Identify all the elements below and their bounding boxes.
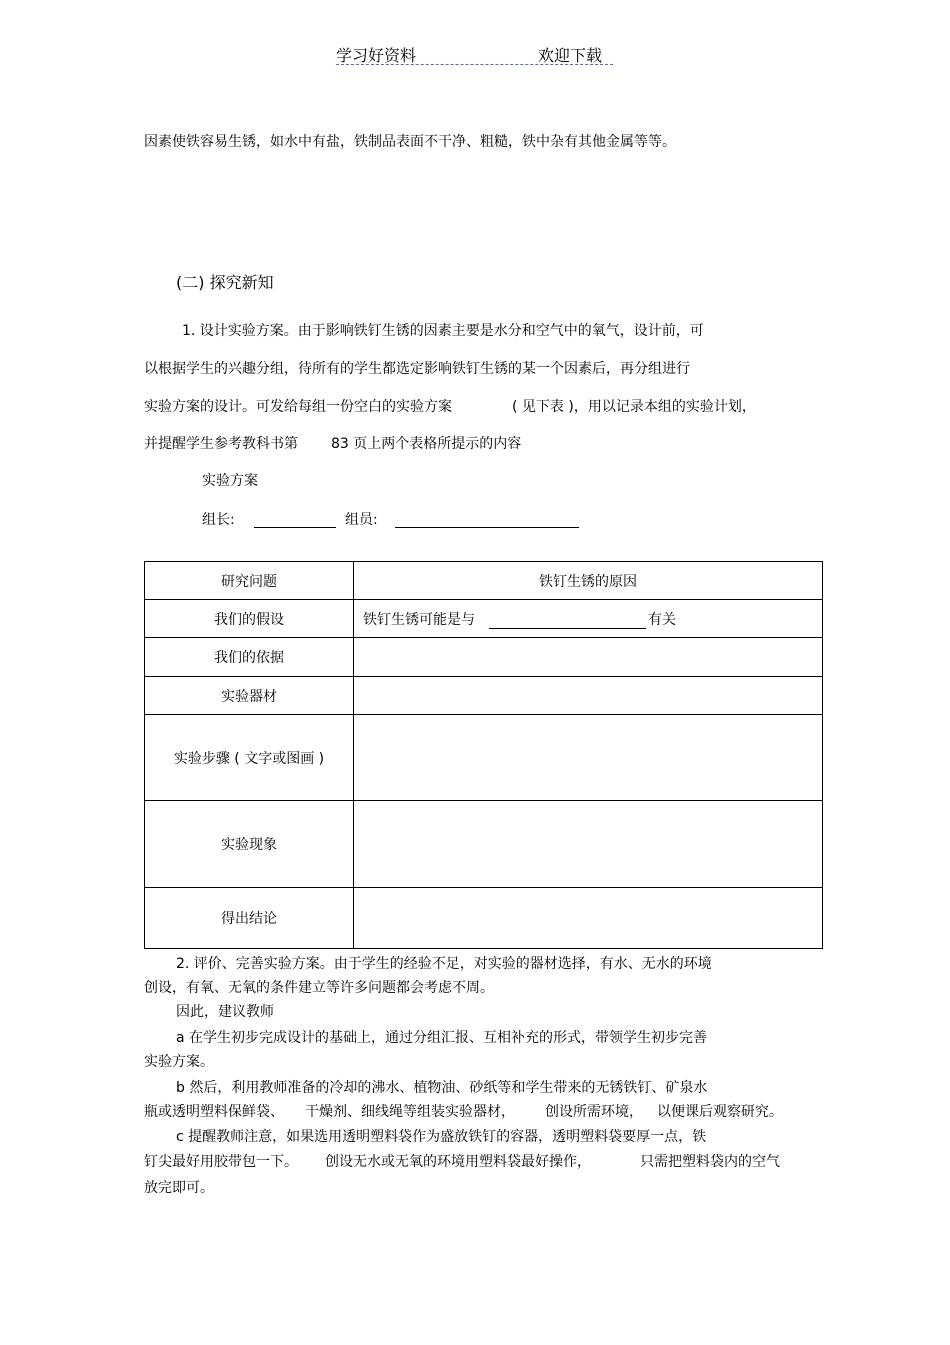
table-row	[145, 888, 823, 949]
row-value-question: 铁钉生锈的原因	[354, 562, 823, 600]
row-value-phenomenon	[354, 801, 823, 888]
table-row	[145, 715, 823, 801]
table-row	[145, 677, 823, 715]
step2-line1: 2. 评价、完善实验方案。由于学生的经验不足，对实验的器材选择，有水、无水的环境	[176, 956, 712, 972]
hypothesis-text-before: 铁钉生锈可能是与	[363, 611, 475, 628]
step2-b-line2d: 以便课后观察研究。	[657, 1104, 783, 1120]
row-label-hypothesis: 我们的假设	[145, 600, 354, 638]
row-value-basis	[354, 638, 823, 677]
table-row	[145, 801, 823, 888]
step2-c-line2c: 只需把塑料袋内的空气	[640, 1154, 780, 1170]
row-value-conclusion	[354, 888, 823, 949]
row-value-equipment	[354, 677, 823, 715]
table-row	[145, 600, 823, 638]
step2-line2: 创设，有氧、无氧的条件建立等许多问题都会考虑不周。	[144, 980, 494, 996]
step2-a-line2: 实验方案。	[144, 1054, 214, 1070]
step1-line4a: 并提醒学生参考教科书第	[144, 436, 298, 452]
row-value-steps	[354, 715, 823, 801]
step1-line4b: 83 页上两个表格所提示的内容	[331, 436, 522, 452]
step2-b-line1: b 然后，利用教师准备的冷却的沸水、植物油、砂纸等和学生带来的无锈铁钉、矿泉水	[176, 1080, 708, 1096]
leader-label: 组长:	[202, 512, 235, 528]
row-label-steps: 实验步骤 ( 文字或图画 )	[145, 715, 354, 801]
header-divider	[336, 64, 613, 65]
section-title: (二) 探究新知	[176, 273, 274, 292]
member-label: 组员:	[345, 512, 378, 528]
step2-c-line2b: 创设无水或无氧的环境用塑料袋最好操作，	[325, 1154, 591, 1170]
plan-title: 实验方案	[202, 473, 258, 489]
step1-line1: 1. 设计实验方案。由于影响铁钉生锈的因素主要是水分和空气中的氧气，设计前，可	[182, 323, 704, 339]
intro-paragraph: 因素使铁容易生锈，如水中有盐，铁制品表面不干净、粗糙，铁中杂有其他金属等等。	[144, 134, 676, 150]
row-label-question: 研究问题	[145, 562, 354, 600]
hypothesis-blank-line	[489, 612, 646, 629]
step2-b-line2a: 瓶或透明塑料保鲜袋、	[144, 1104, 284, 1120]
step2-line3: 因此，建议教师	[176, 1004, 274, 1020]
table-row	[145, 562, 823, 600]
step2-c-line2a: 钉尖最好用胶带包一下。	[144, 1154, 298, 1170]
row-label-phenomenon: 实验现象	[145, 801, 354, 888]
step2-c-line3: 放完即可。	[144, 1180, 214, 1196]
member-blank-line	[395, 513, 579, 528]
step1-line3a: 实验方案的设计。可发给每组一份空白的实验方案	[144, 399, 452, 415]
step2-b-line2b: 干燥剂、细线绳等组装实验器材，	[305, 1104, 515, 1120]
row-label-conclusion: 得出结论	[145, 888, 354, 949]
row-value-hypothesis	[354, 600, 823, 638]
header-left-text: 学习好资料	[336, 46, 417, 65]
header-right-text: 欢迎下载	[538, 46, 603, 65]
row-label-basis: 我们的依据	[145, 638, 354, 677]
step2-a-line1: a 在学生初步完成设计的基础上，通过分组汇报、互相补充的形式，带领学生初步完善	[176, 1030, 708, 1046]
leader-blank-line	[254, 513, 336, 528]
step1-line2: 以根据学生的兴趣分组，待所有的学生都选定影响铁钉生锈的某一个因素后，再分组进行	[144, 361, 690, 377]
step1-line3b: ( 见下表 )，用以记录本组的实验计划，	[512, 399, 756, 415]
row-label-equipment: 实验器材	[145, 677, 354, 715]
step2-b-line2c: 创设所需环境，	[545, 1104, 643, 1120]
hypothesis-text-after: 有关	[648, 611, 676, 628]
experiment-plan-table	[144, 561, 823, 949]
table-row	[145, 638, 823, 677]
step2-c-line1: c 提醒教师注意，如果选用透明塑料袋作为盛放铁钉的容器，透明塑料袋要厚一点，铁	[176, 1129, 707, 1145]
